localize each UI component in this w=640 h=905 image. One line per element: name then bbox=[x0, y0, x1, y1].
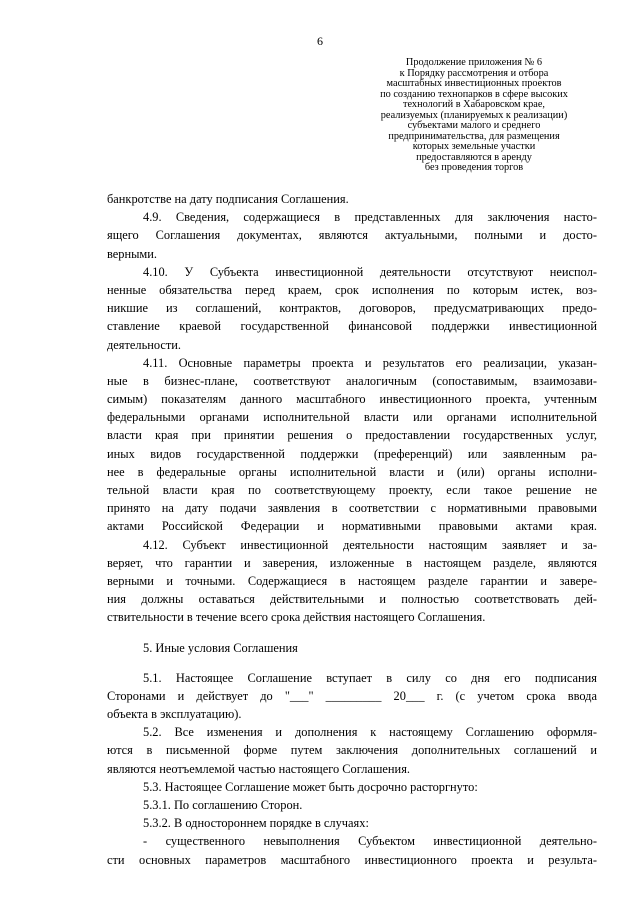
body-line: объекта в эксплуатацию). bbox=[107, 707, 242, 722]
body-line: веряет, что гарантии и заверения, изложенные в настоящем разделе, являются bbox=[107, 555, 597, 570]
header-line: предоставляются в аренду bbox=[416, 151, 532, 163]
body-line: ные в бизнес-плане, соответствуют аналогичным (сопоставимым, взаимозави- bbox=[107, 373, 597, 388]
body-line: Сторонами и действует до "___" _________ 20___ г. (с учетом срока ввода bbox=[107, 688, 597, 703]
page-number: 6 bbox=[317, 34, 323, 48]
body-line: верными и точными. Содержащиеся в настоящем разделе гарантии и завере- bbox=[107, 573, 597, 588]
body-line: ния должны оставаться действительными и полностью соответствовать дей- bbox=[107, 592, 597, 607]
section-heading: 5. Иные условия Соглашения bbox=[143, 640, 298, 655]
body-line: являются неотъемлемой частью настоящего Соглашения. bbox=[107, 761, 410, 776]
body-line: нее в федеральные органы исполнительной власти и (или) органы исполни- bbox=[107, 464, 597, 479]
body-line: 4.12. Субъект инвестиционной деятельности настоящим заявляет и за- bbox=[143, 537, 597, 552]
body-line: ящего Соглашения документах, являются актуальными, полными и досто- bbox=[107, 228, 597, 243]
body-line: ненные обязательства перед краем, срок исполнения по которым истек, воз- bbox=[107, 282, 597, 297]
header-line: которых земельные участки bbox=[412, 141, 536, 152]
document-body bbox=[107, 190, 597, 869]
header-line: без проведения торгов bbox=[424, 162, 524, 173]
appendix-header bbox=[350, 58, 598, 174]
body-line: банкротстве на дату подписания Соглашения. bbox=[107, 192, 349, 206]
body-line: симым) показателям данного масштабного инвестиционного проекта, учтенным bbox=[107, 392, 597, 407]
header-line: реализуемых (планируемых к реализации) bbox=[380, 109, 568, 121]
body-line: верными. bbox=[107, 246, 157, 261]
body-line: ются в письменной форме путем заключения дополнительных соглашений и bbox=[107, 743, 597, 758]
body-line: 4.10. У Субъекта инвестиционной деятельности отсутствуют неиспол- bbox=[143, 264, 597, 279]
body-line: власти края при принятии решения о предоставлении государственных услуг, bbox=[107, 428, 597, 443]
body-line: ставление краевой государственной финансовой поддержки инвестиционной bbox=[107, 319, 597, 334]
header-line: к Порядку рассмотрения и отбора bbox=[399, 67, 549, 79]
body-line: ствительности в течение всего срока действия настоящего Соглашения. bbox=[107, 610, 486, 625]
header-line: технологий в Хабаровском крае, bbox=[402, 99, 546, 110]
body-line: - существенного невыполнения Субъектом инвестиционной деятельно- bbox=[143, 834, 597, 849]
body-line: 5.3.1. По соглашению Сторон. bbox=[143, 798, 303, 812]
body-line: тельной власти края по соответствующему проекту, если такое решение не bbox=[107, 483, 597, 497]
body-line: иных видов государственной поддержки (преференций) или заявленным ра- bbox=[107, 446, 597, 461]
body-line: актами Российской Федерации и нормативными правовыми актами края. bbox=[107, 519, 597, 534]
body-line: 4.9. Сведения, содержащиеся в представленных для заключения насто- bbox=[143, 210, 597, 225]
header-line: по созданию технопарков в сфере высоких bbox=[380, 88, 568, 100]
header-line: субъектами малого и среднего bbox=[407, 120, 541, 131]
body-line: принято на дату подачи заявления в соответствии с нормативными правовыми bbox=[107, 501, 597, 516]
header-line: масштабных инвестиционных проектов bbox=[386, 78, 562, 89]
body-line: никшие из соглашений, контрактов, договоров, предусматривающих предо- bbox=[107, 301, 597, 316]
header-line: предпринимательства, для размещения bbox=[388, 130, 560, 142]
header-line: Продолжение приложения № 6 bbox=[405, 57, 543, 68]
body-line: федеральными органами исполнительной власти или органами исполнительной bbox=[107, 410, 597, 425]
body-line: деятельности. bbox=[107, 337, 182, 352]
section-gap bbox=[107, 657, 597, 669]
body-line: сти основных параметров масштабного инвестиционного проекта и результа- bbox=[107, 852, 597, 867]
body-line: 5.3.2. В одностороннем порядке в случаях: bbox=[143, 816, 369, 831]
body-line: 5.2. Все изменения и дополнения к настоящему Соглашению оформля- bbox=[143, 725, 597, 740]
body-line: 5.1. Настоящее Соглашение вступает в силу со дня его подписания bbox=[143, 670, 597, 685]
body-line: 5.3. Настоящее Соглашение может быть досрочно расторгнуто: bbox=[143, 779, 478, 794]
section-gap bbox=[107, 627, 597, 639]
body-line: 4.11. Основные параметры проекта и результатов его реализации, указан- bbox=[143, 355, 597, 370]
